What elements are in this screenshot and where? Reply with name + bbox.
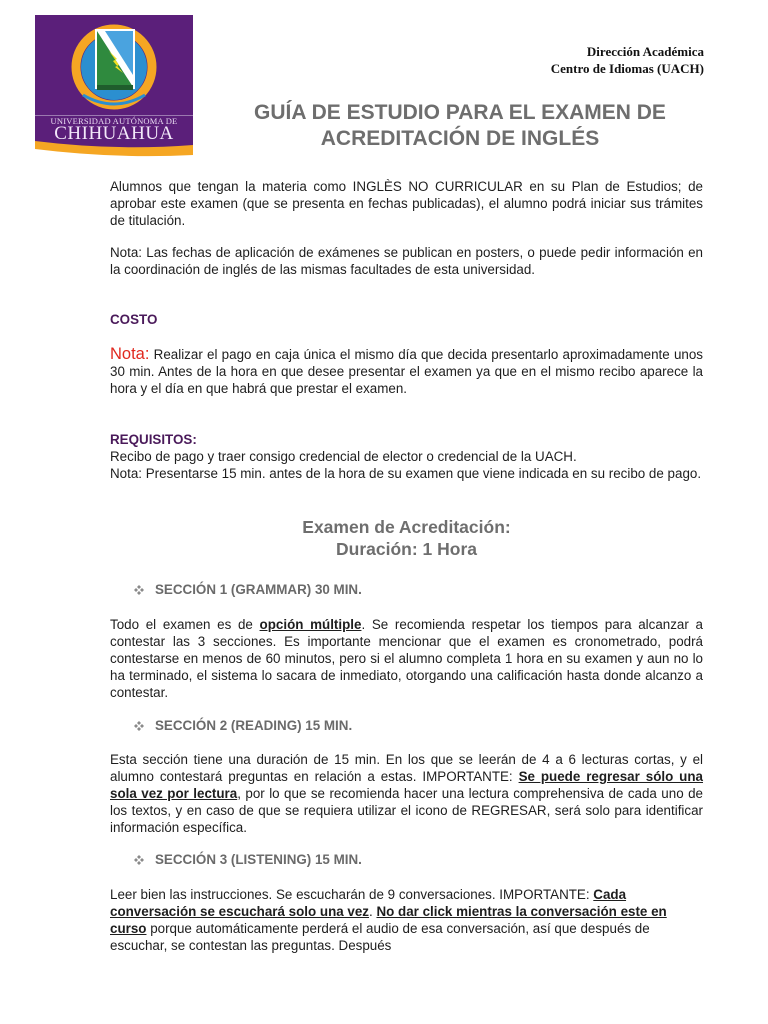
requisitos-line-2: Nota: Presentarse 15 min. antes de la hora de su examen que viene indicada en su recibo de pago. (110, 466, 702, 481)
section-3-emphasis-1: Cada conversación se escuchará solo una vez (110, 887, 627, 919)
department-header (551, 43, 704, 77)
section-1-emphasis: opción múltiple (259, 617, 362, 632)
requisitos-heading: REQUISITOS: (110, 432, 197, 447)
exam-title-line-1: Examen de Acreditación: (302, 517, 511, 537)
center-name: Centro de Idiomas (UACH) (550, 61, 704, 76)
department-name: Dirección Académica (586, 44, 704, 59)
costo-note-text: Realizar el pago en caja única el mismo día que decida presentarlo aproximadamente unos 30 min. Antes de la hora en que desee presentar el examen ya que en el mismo recibo aparece la hora y el día en que habrá que prestar el examen. (110, 347, 703, 396)
section-2-title: SECCIÓN 2 (READING) 15 MIN. (155, 718, 353, 733)
section-3-paragraph (110, 886, 670, 954)
section-3-heading (133, 852, 362, 867)
section-1-paragraph (110, 616, 703, 701)
university-emblem-icon (35, 15, 193, 115)
exam-title (110, 516, 703, 560)
requisitos-line-1: Recibo de pago y traer consigo credencial de elector o credencial de la UACH. (110, 449, 577, 464)
section-3-title: SECCIÓN 3 (LISTENING) 15 MIN. (155, 852, 362, 867)
orange-swoosh-icon (35, 133, 193, 158)
intro-paragraph: Alumnos que tengan la materia como INGLÈS NO CURRICULAR en su Plan de Estudios; de aprobar este examen (que se presenta en fechas publicadas), el alumno podrá iniciar sus trámites de titulación. (110, 179, 703, 228)
diamond-bullet-icon (133, 854, 145, 866)
diamond-bullet-icon (133, 720, 145, 732)
section-3-text-a: Leer bien las instrucciones. Se escucharán de 9 conversaciones. IMPORTANTE: (110, 887, 594, 902)
section-2-heading (133, 718, 352, 733)
section-1-heading (133, 582, 362, 597)
university-name: CHIHUAHUA (54, 123, 174, 144)
section-3-emphasis-2: No dar click mientras la conversación este en curso (110, 904, 667, 936)
dates-note-paragraph: Nota: Las fechas de aplicación de exámenes se publican en posters, o puede pedir información en la coordinación de inglés de las mismas facultades de esta universidad. (110, 245, 703, 277)
section-2-emphasis: Se puede regresar sólo una sola vez por lectura (110, 769, 703, 801)
title-line-2: ACREDITACIÓN DE INGLÉS (320, 127, 600, 150)
section-2-text-b: , por lo que se recomienda hacer una lectura comprehensiva de cada uno de los textos, y en caso de que se requiera utilizar el icono de REGRESAR, será solo para identificar información específica. (110, 786, 703, 835)
title-line-1: GUÍA DE ESTUDIO PARA EL EXAMEN DE (254, 101, 666, 124)
section-1-text-a: Todo el examen es de (110, 617, 260, 632)
section-1-title: SECCIÓN 1 (GRAMMAR) 30 MIN. (155, 582, 362, 597)
section-2-paragraph (110, 751, 703, 836)
costo-note-paragraph (110, 346, 703, 397)
university-logo (35, 15, 193, 158)
nota-label: Nota: (110, 345, 150, 363)
costo-heading: COSTO (110, 312, 158, 327)
diamond-bullet-icon (133, 584, 145, 596)
page-title (200, 100, 720, 152)
section-3-text-c: porque automáticamente perderá el audio de esa conversación, así que después de escuchar, se contestan las preguntas. Después (110, 921, 650, 953)
university-line: UNIVERSIDAD AUTÓNOMA DE (35, 115, 193, 126)
section-1-text-b: . Se recomienda respetar los tiempos para alcanzar a contestar las 3 secciones. Es importante mencionar que el examen es cronometrado, podrá contestarse en menos de 60 minutos, pero si el alumno completa 1 hora en su examen y aun no lo ha terminado, el sistema lo sacara de inmediato, otorgando una calificación hasta donde alcanzo a contestar. (110, 617, 703, 700)
section-2-text-a: Esta sección tiene una duración de 15 min. En los que se leerán de 4 a 6 lecturas cortas, y el alumno contestará preguntas en relación a estas. IMPORTANTE: (110, 752, 703, 784)
exam-duration: Duración: 1 Hora (336, 539, 477, 559)
section-3-text-b: . (369, 904, 377, 919)
